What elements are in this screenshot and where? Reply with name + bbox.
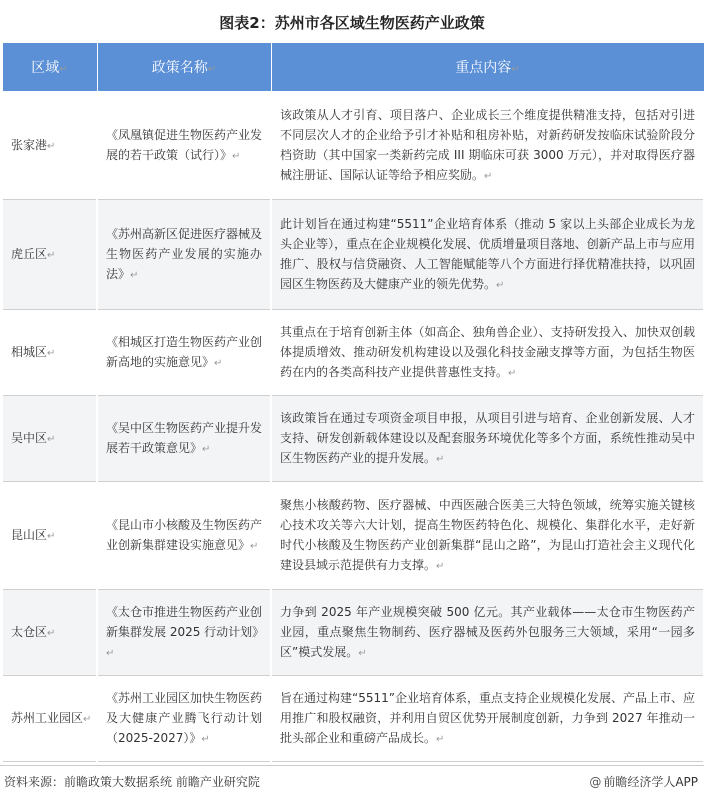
policy-name-cell: 《太仓市推进生物医药产业创新集群发展 2025 行动计划》↵	[97, 590, 271, 676]
brand-name: 前瞻经济学人APP	[603, 775, 698, 789]
region-cell: 张家港↵	[2, 92, 97, 200]
table-row	[2, 92, 704, 200]
region-cell: 虎丘区↵	[2, 200, 97, 310]
key-content-cell: 力争到 2025 年产业规模突破 500 亿元。其产业载体——太仓市生物医药产业园，重点聚焦生物制药、医疗器械及医药外包服务三大领域，采用“一园多区”模式发展。↵	[271, 590, 704, 676]
table-row	[2, 676, 704, 762]
table-row	[2, 310, 704, 396]
policy-name-cell: 《苏州工业园区加快生物医药及大健康产业腾飞行动计划（2025-2027）》↵	[97, 676, 271, 762]
table-row	[2, 482, 704, 590]
table-header-row	[2, 43, 704, 92]
header-key-content: 重点内容↵	[271, 43, 704, 92]
figure-title: 图表2：苏州市各区域生物医药产业政策	[219, 14, 485, 32]
policy-name-cell: 《吴中区生物医药产业提升发展若干政策意见》↵	[97, 396, 271, 482]
table-row	[2, 200, 704, 310]
policy-name-cell: 《凤凰镇促进生物医药产业发展的若干政策（试行）》↵	[97, 92, 271, 200]
brand-logo-icon: @	[589, 775, 602, 789]
region-cell: 太仓区↵	[2, 590, 97, 676]
key-content-cell: 此计划旨在通过构建“5511”企业培育体系（推动 5 家以上头部企业成长为龙头企业等），重点在企业规模化发展、优质增量项目落地、创新产品上市与应用推广、股权与信贷融资、人工智能赋能等八个方面进行择优精准扶持，以巩固园区生物医药及大健康产业的领先优势。↵	[271, 200, 704, 310]
region-cell: 昆山区↵	[2, 482, 97, 590]
key-content-cell: 旨在通过构建“5511”企业培育体系，重点支持企业规模化发展、产品上市、应用推广和股权融资，并利用自贸区优势开展制度创新，力争到 2027 年推动一批头部企业和重磅产品成长。↵	[271, 676, 704, 762]
key-content-cell: 该政策从人才引育、项目落户、企业成长三个维度提供精准支持，包括对引进不同层次人才的企业给予引才补贴和租房补贴，对新药研发按临床试验阶段分档资助（其中国家一类新药完成 III 期临床可获 3000 万元），并对取得医疗器械注册证、国际认证等给予相应奖励。↵	[271, 92, 704, 200]
footer-divider	[0, 765, 704, 766]
table-row	[2, 590, 704, 676]
header-policy-name: 政策名称↵	[97, 43, 271, 92]
region-cell: 相城区↵	[2, 310, 97, 396]
policy-name-cell: 《相城区打造生物医药产业创新高地的实施意见》↵	[97, 310, 271, 396]
key-content-cell: 其重点在于培育创新主体（如高企、独角兽企业）、支持研发投入、加快双创载体提质增效、推动研发机构建设以及强化科技金融支撑等方面，为包括生物医药在内的各类高科技产业提供普惠性支持。↵	[271, 310, 704, 396]
policy-name-cell: 《昆山市小核酸及生物医药产业创新集群建设实施意见》↵	[97, 482, 271, 590]
header-region: 区域↵	[2, 43, 97, 92]
policy-table	[1, 42, 704, 762]
table-row	[2, 396, 704, 482]
region-cell: 吴中区↵	[2, 396, 97, 482]
region-cell: 苏州工业园区↵	[2, 676, 97, 762]
source-note: 资料来源：前瞻政策大数据系统 前瞻产业研究院	[4, 775, 260, 789]
key-content-cell: 该政策旨在通过专项资金项目申报，从项目引进与培育、企业创新发展、人才支持、研发创新载体建设以及配套服务环境优化等多个方面，系统性推动吴中区生物医药产业的提升发展。↵	[271, 396, 704, 482]
policy-name-cell: 《苏州高新区促进医疗器械及生物医药产业发展的实施办法》↵	[97, 200, 271, 310]
brand-credit	[589, 773, 698, 790]
key-content-cell: 聚焦小核酸药物、医疗器械、中西医融合医美三大特色领域，统筹实施关键核心技术攻关等六大计划，提高生物医药特色化、规模化、集群化水平，走好新时代小核酸及生物医药产业创新集群“昆山之路”，为昆山打造社会主义现代化建设县域示范提供有力支撑。↵	[271, 482, 704, 590]
